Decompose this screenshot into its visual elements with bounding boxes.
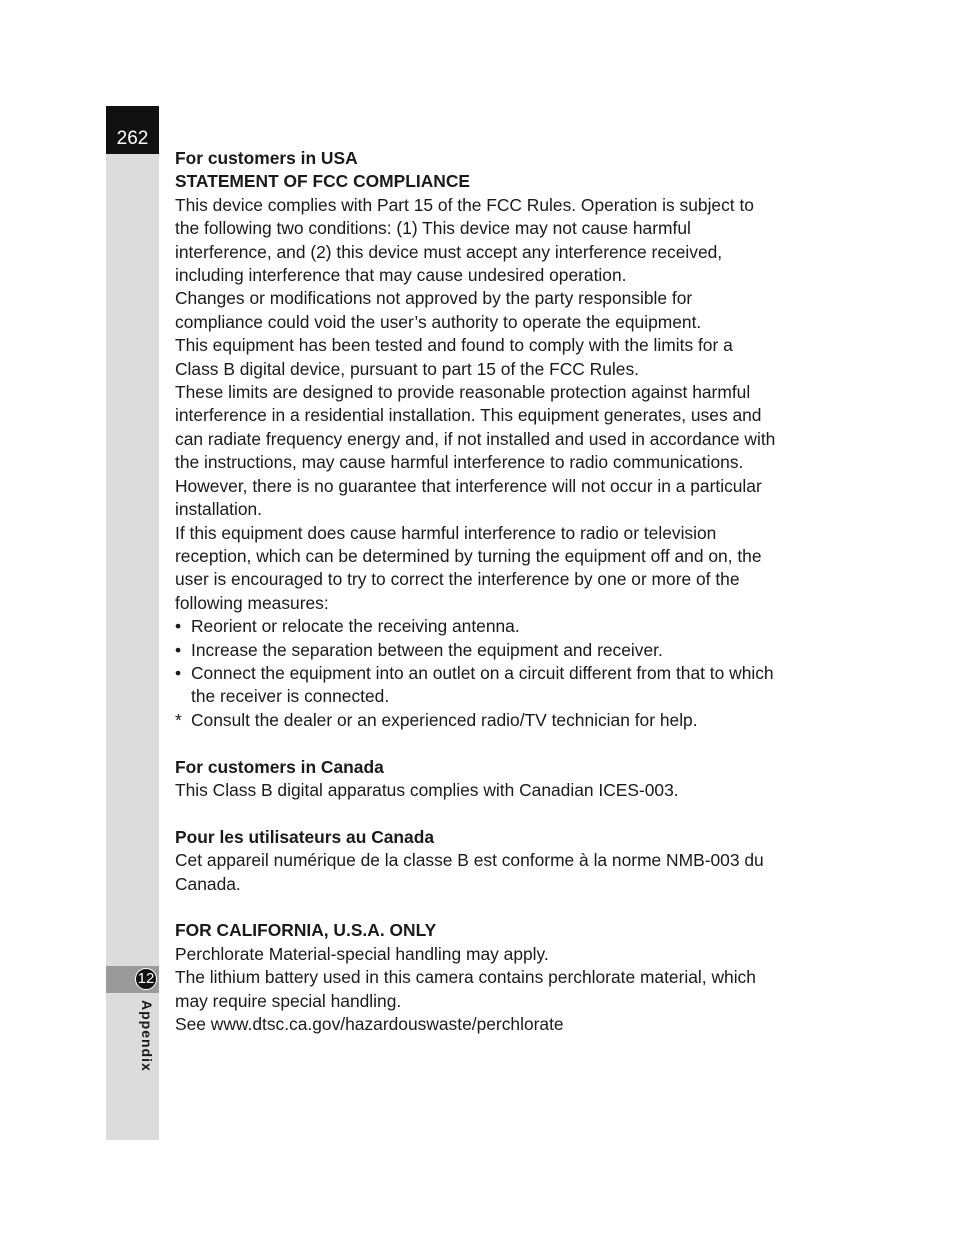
- measures-list: [175, 615, 780, 732]
- fcc-paragraph-2: Changes or modifications not approved by the party responsible for compliance could void the user’s authority to operate the equipment.: [175, 288, 702, 332]
- bullet-mark: •: [175, 639, 182, 660]
- fcc-statement-heading: STATEMENT OF FCC COMPLIANCE: [175, 171, 470, 192]
- canada-text: This Class B digital apparatus complies with Canadian ICES-003.: [175, 779, 679, 800]
- page-number: 262: [116, 128, 149, 149]
- canada-french-heading: Pour les utilisateurs au Canada: [175, 826, 435, 847]
- california-heading: FOR CALIFORNIA, U.S.A. ONLY: [175, 920, 437, 941]
- list-item: [175, 615, 780, 638]
- california-paragraph-3: See www.dtsc.ca.gov/hazardouswaste/perchlorate: [175, 1013, 564, 1034]
- fcc-paragraph-1: This device complies with Part 15 of the FCC Rules. Operation is subject to the following two conditions: (1) This device may not cause harmful interference, and (2) this device must accept any interference received, including interference that may cause undesired operation.: [175, 194, 754, 286]
- california-section: [175, 919, 780, 1036]
- california-paragraph-1: Perchlorate Material-special handling may apply.: [175, 943, 549, 964]
- usa-heading: For customers in USA: [175, 148, 358, 168]
- chapter-label: Appendix: [139, 1000, 155, 1072]
- chapter-number-badge: 12: [135, 968, 157, 990]
- canada-heading: For customers in Canada: [175, 756, 384, 777]
- usa-section: [175, 147, 780, 732]
- fcc-paragraph-3: This equipment has been tested and found to comply with the limits for a Class B digital device, pursuant to part 15 of the FCC Rules.: [175, 335, 733, 379]
- asterisk-mark: *: [175, 709, 182, 730]
- canada-section: [175, 756, 780, 803]
- list-item: [175, 709, 780, 732]
- bullet-mark: •: [175, 616, 182, 637]
- list-item-text: Reorient or relocate the receiving antenna.: [191, 616, 520, 637]
- section-spacer: [175, 802, 780, 825]
- section-spacer: [175, 896, 780, 919]
- list-item: [175, 662, 780, 709]
- california-paragraph-2: The lithium battery used in this camera contains perchlorate material, which may require special handling.: [175, 967, 756, 1011]
- fcc-paragraph-5: If this equipment does cause harmful interference to radio or television reception, which can be determined by turning the equipment off and on, the user is encouraged to try to correct the interference by one or more of the following measures:: [175, 522, 762, 613]
- list-item-text: Consult the dealer or an experienced radio/TV technician for help.: [191, 709, 698, 730]
- canada-french-text: Cet appareil numérique de la classe B est conforme à la norme NMB-003 du Canada.: [175, 850, 764, 894]
- list-item-text: Increase the separation between the equipment and receiver.: [191, 639, 663, 660]
- bullet-mark: •: [175, 662, 182, 683]
- list-item: [175, 639, 780, 662]
- main-content: [175, 147, 780, 1036]
- list-item-text: Connect the equipment into an outlet on a circuit different from that to which the receiver is connected.: [191, 662, 774, 707]
- section-spacer: [175, 732, 780, 755]
- fcc-paragraph-4: These limits are designed to provide reasonable protection against harmful interference in a residential installation. This equipment generates, uses and can radiate frequency energy and, if not installed and used in accordance with the instructions, may cause harmful interference to radio communications. However, there is no guarantee that interference will not occur in a particular installation.: [175, 382, 776, 520]
- canada-french-section: [175, 826, 780, 896]
